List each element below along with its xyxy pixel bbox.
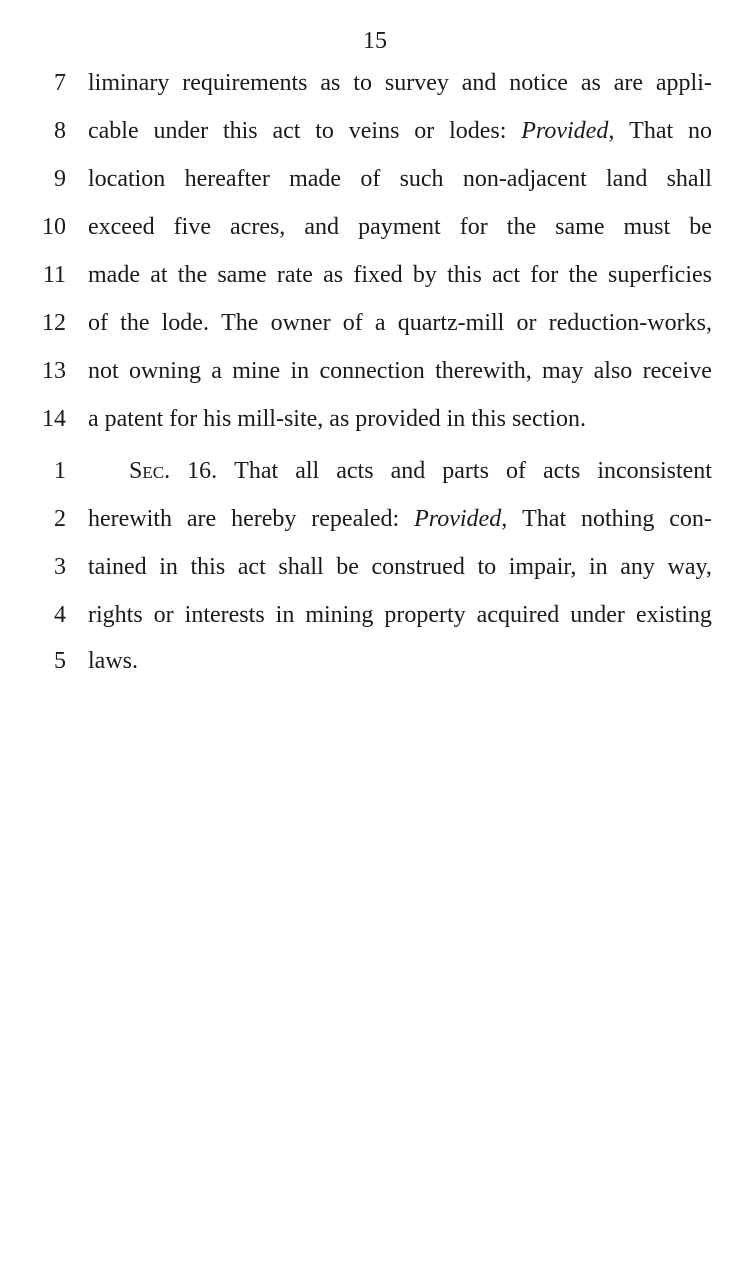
line-text: location hereafter made of such non-adjacent land shall [88,166,712,192]
line-number: 10 [42,214,66,240]
line-text: liminary requirements as to survey and notice as are appli- [88,70,712,96]
text-line [30,70,712,110]
line-text: tained in this act shall be construed to impair, in any way, [88,554,712,580]
line-number: 3 [54,554,66,580]
text-line [30,358,712,398]
line-text: Sec. 16. That all acts and parts of acts inconsistent [129,458,712,484]
line-number: 14 [42,406,66,432]
line-text: made at the same rate as fixed by this act for the superficies [88,262,712,288]
line-text: a patent for his mill-site, as provided in this section. [88,406,586,432]
line-number: 11 [42,262,66,288]
line-number: 12 [42,310,66,336]
text-line [30,458,712,498]
page-number: 15 [363,28,387,54]
text-line [30,214,712,254]
text-line [30,262,712,302]
line-number: 7 [54,70,66,96]
text-line [30,118,712,158]
line-number: 4 [54,602,66,628]
text-line [30,602,712,642]
line-text: laws. [88,648,138,674]
line-number: 13 [42,358,66,384]
line-text: rights or interests in mining property acquired under existing [88,602,712,628]
line-text: exceed five acres, and payment for the same must be [88,214,712,240]
line-number: 8 [54,118,66,144]
text-line [30,506,712,546]
text-line [30,554,712,594]
text-line [30,406,712,446]
line-text: cable under this act to veins or lodes: Provided, That no [88,118,712,144]
line-number: 1 [54,458,66,484]
text-line [30,166,712,206]
line-text: not owning a mine in connection therewith, may also receive [88,358,712,384]
text-line [30,648,712,688]
line-number: 2 [54,506,66,532]
line-number: 5 [54,648,66,674]
line-text: of the lode. The owner of a quartz-mill or reduction-works, [88,310,712,336]
text-line [30,310,712,350]
line-text: herewith are hereby repealed: Provided, That nothing con- [88,506,712,532]
line-number: 9 [54,166,66,192]
